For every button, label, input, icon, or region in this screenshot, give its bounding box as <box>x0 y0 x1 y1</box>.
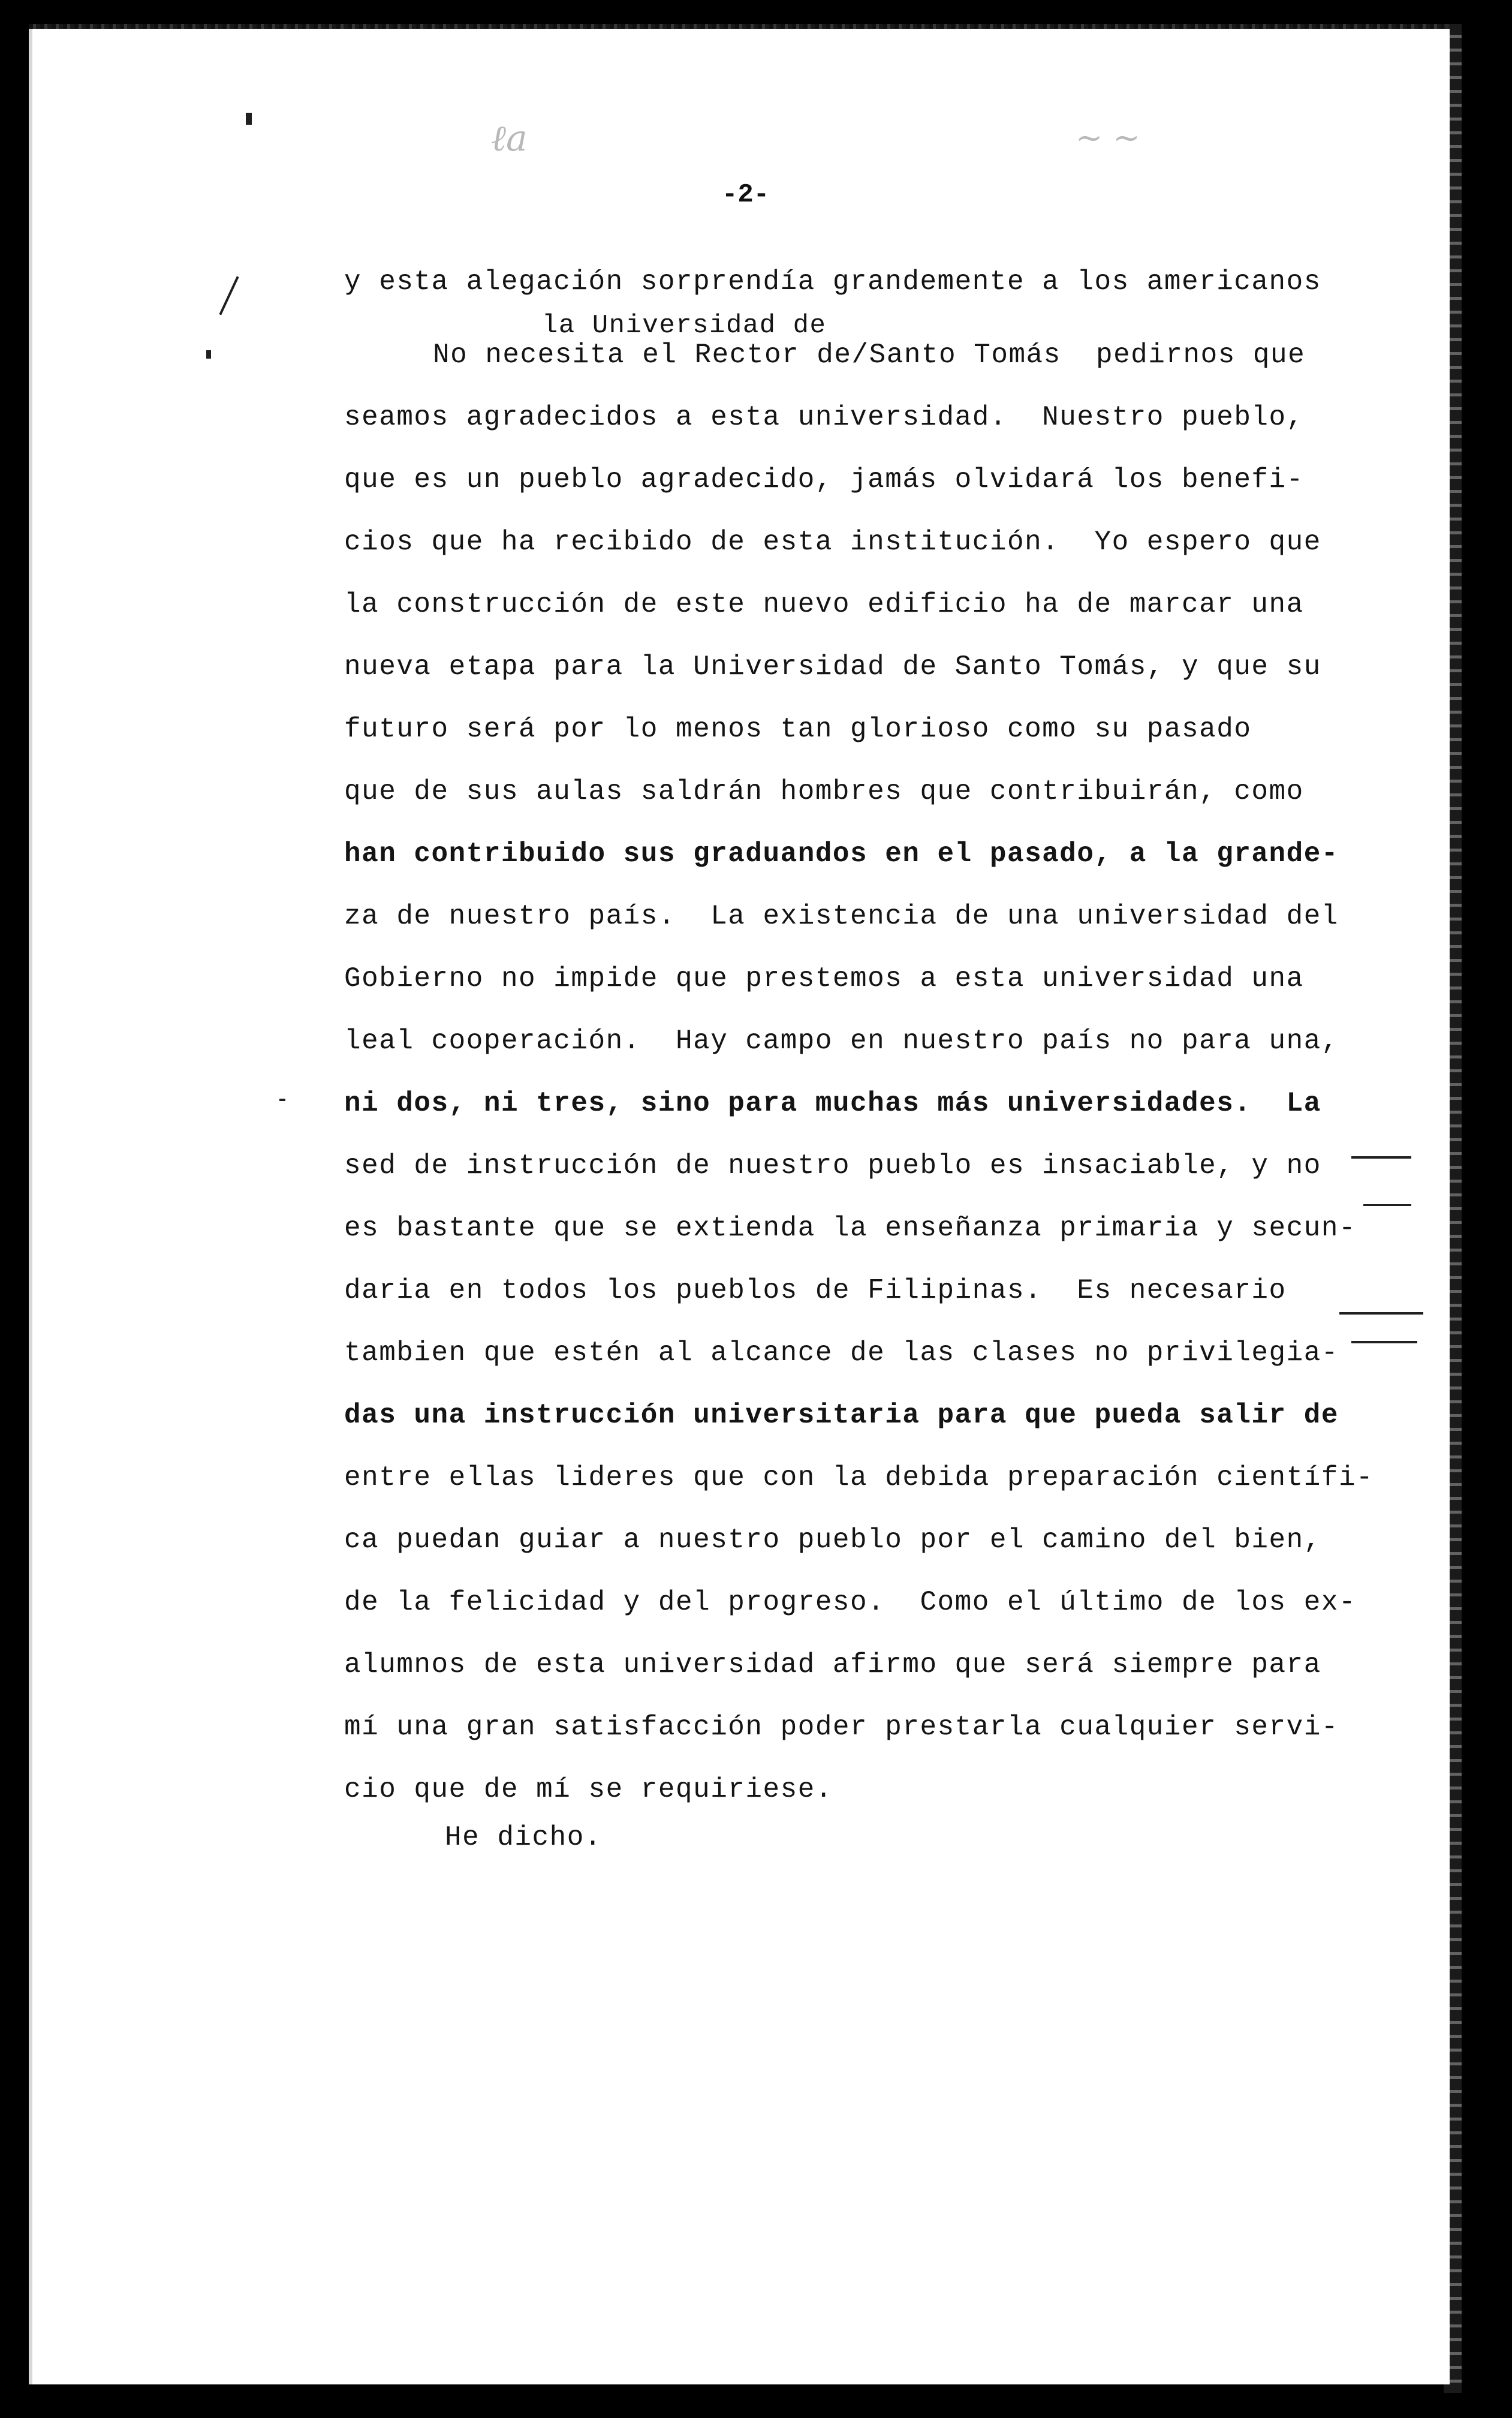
text-line: nueva etapa para la Universidad de Santo Tomás, y que su <box>344 651 1321 682</box>
ink-dot-margin <box>206 350 211 359</box>
text-line: sed de instrucción de nuestro pueblo es insaciable, y no <box>344 1150 1321 1181</box>
text-line: Gobierno no impide que prestemos a esta universidad una <box>344 963 1304 994</box>
text-line: ni dos, ni tres, sino para muchas más universidades. La <box>344 1088 1321 1119</box>
text-line: es bastante que se extienda la enseñanza primaria y secun- <box>344 1213 1357 1244</box>
text-line: de la felicidad y del progreso. Como el último de los ex- <box>344 1587 1357 1618</box>
ink-scribble-right-3 <box>1339 1312 1423 1315</box>
text-line: ca puedan guiar a nuestro pueblo por el camino del bien, <box>344 1524 1321 1556</box>
text-line: alumnos de esta universidad afirmo que será siempre para <box>344 1649 1321 1680</box>
ink-scribble-right-1 <box>1351 1156 1411 1159</box>
inserted-text: la Universidad de <box>542 311 827 341</box>
ink-mark-margin-top <box>246 113 252 125</box>
document-page <box>29 29 1450 2384</box>
text-line: mí una gran satisfacción poder prestarla cualquier servi- <box>344 1712 1339 1743</box>
text-line: futuro será por lo menos tan glorioso como su pasado <box>344 714 1252 745</box>
text-line: za de nuestro país. La existencia de una universidad del <box>344 901 1339 932</box>
text-line: han contribuido sus graduandos en el pasado, a la grande- <box>344 838 1339 870</box>
ink-slash-margin <box>219 276 239 315</box>
ink-scribble-right-4 <box>1351 1341 1417 1343</box>
text-line: cio que de mí se requiriese. <box>344 1774 833 1805</box>
ink-dash-margin <box>279 1099 285 1101</box>
text-line: entre ellas lideres que con la debida preparación científi- <box>344 1462 1374 1493</box>
pencil-mark-right: ∼ ∼ <box>1076 119 1140 157</box>
text-line: No necesita el Rector de/Santo Tomás pedirnos que <box>433 339 1306 371</box>
text-line: la construcción de este nuevo edificio ha de marcar una <box>344 589 1304 620</box>
text-line: que de sus aulas saldrán hombres que contribuirán, como <box>344 776 1304 807</box>
pencil-mark-left: ℓa <box>491 118 528 160</box>
text-line: daria en todos los pueblos de Filipinas. Es necesario <box>344 1275 1287 1306</box>
text-line: cios que ha recibido de esta institución. Yo espero que <box>344 527 1321 558</box>
text-line: das una instrucción universitaria para que pueda salir de <box>344 1400 1339 1431</box>
closing-line: He dicho. <box>445 1822 602 1853</box>
first-line: y esta alegación sorprendía grandemente a los americanos <box>344 266 1321 297</box>
page-number: -2- <box>722 180 770 210</box>
text-line: seamos agradecidos a esta universidad. Nuestro pueblo, <box>344 402 1304 433</box>
text-line: leal cooperación. Hay campo en nuestro país no para una, <box>344 1025 1339 1057</box>
text-line: que es un pueblo agradecido, jamás olvidará los benefi- <box>344 464 1304 495</box>
text-line: tambien que estén al alcance de las clases no privilegia- <box>344 1337 1339 1369</box>
ink-scribble-right-2 <box>1363 1204 1411 1206</box>
